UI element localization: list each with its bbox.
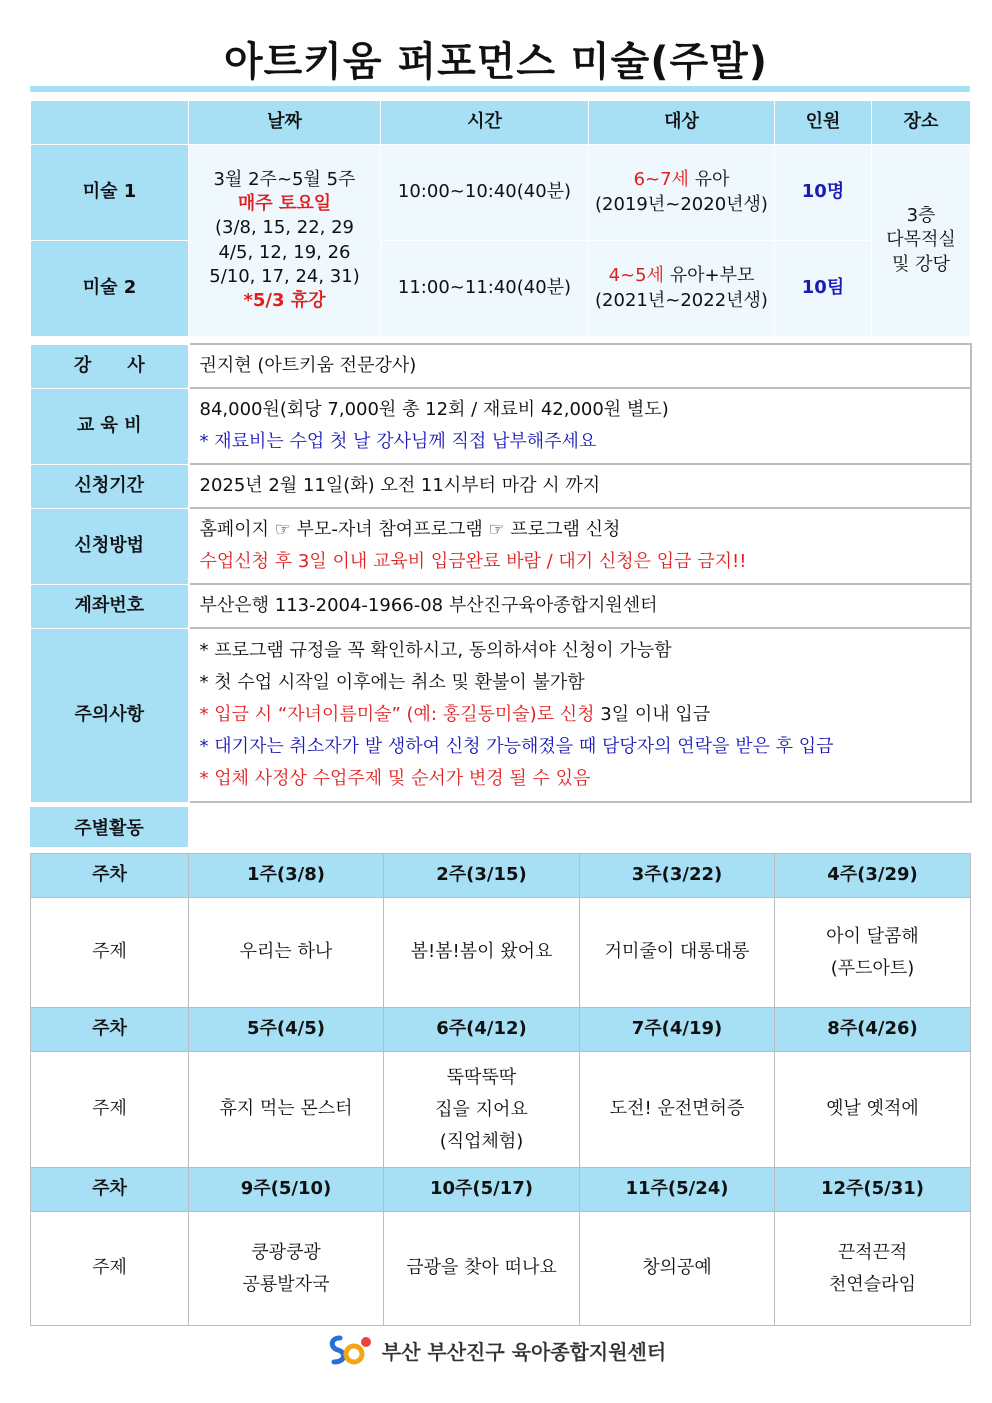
- week-label: 주차: [31, 1008, 189, 1052]
- fee-value: [189, 388, 971, 464]
- topic-line: 옛날 옛적에: [826, 1098, 919, 1120]
- footer-center-name: 부산 부산진구 육아종합지원센터: [381, 1339, 667, 1364]
- fee-note: * 재료비는 수업 첫 날 강사님께 직접 납부해주세요: [199, 431, 597, 452]
- week-cell: 1주(3/8): [189, 854, 384, 898]
- method-note: 수업신청 후 3일 이내 교육비 입금완료 바람 / 대기 신청은 입금 금지!!: [199, 551, 747, 572]
- fee-amount: 84,000원(회당 7,000원 총 12회 / 재료비 42,000원 별도): [199, 399, 669, 420]
- method-value: [189, 508, 971, 584]
- notice-label: 주의사항: [31, 628, 189, 802]
- topic-line: 휴지 먹는 몬스터: [219, 1098, 353, 1120]
- page-title: 아트키움 퍼포먼스 미술(주말): [223, 39, 769, 85]
- notice-item: [200, 699, 960, 731]
- instructor-label: 강 사: [31, 344, 189, 388]
- topic-line: 쿵광쿵광: [251, 1241, 321, 1263]
- schedule-header-target: 대상: [589, 101, 775, 145]
- topic-line: 봄!봄!봄이 왔어요: [410, 941, 553, 963]
- topic-cell: [189, 898, 384, 1008]
- period-value: 2025년 2월 11일(화) 오전 11시부터 마감 시 까지: [189, 464, 971, 508]
- week-cell: 5주(4/5): [189, 1008, 384, 1052]
- week-label: 주차: [31, 1168, 189, 1212]
- topic-cell: [189, 1212, 384, 1326]
- schedule-header-time: 시간: [381, 101, 589, 145]
- topic-cell: [189, 1052, 384, 1168]
- class-1-time: 10:00~10:40(40분): [381, 145, 589, 241]
- class-2-time: 11:00~11:40(40분): [381, 241, 589, 337]
- class-1-target: [589, 145, 775, 241]
- topic-label: 주제: [31, 1052, 189, 1168]
- place-hall: 및 강당: [892, 253, 950, 275]
- topic-line: 공룡발자국: [242, 1273, 330, 1295]
- week-cell: 2주(3/15): [384, 854, 580, 898]
- schedule-dates: [189, 145, 381, 337]
- week-cell: 10주(5/17): [384, 1168, 580, 1212]
- topic-line: (푸드아트): [830, 957, 915, 979]
- week-cell: 8주(4/26): [775, 1008, 971, 1052]
- class-1-capacity: 10명: [775, 145, 872, 241]
- topic-line: 집을 지어요: [435, 1098, 528, 1120]
- center-logo-icon: [326, 1332, 374, 1368]
- method-label: 신청방법: [31, 508, 189, 584]
- topic-cell: [384, 898, 580, 1008]
- footer: [0, 1332, 992, 1368]
- date-list-april: 4/5, 12, 19, 26: [218, 241, 351, 263]
- week-cell: 4주(3/29): [775, 854, 971, 898]
- schedule-header-capacity: 인원: [775, 101, 872, 145]
- week-cell: 3주(3/22): [580, 854, 775, 898]
- topic-line: 천연슬라임: [829, 1273, 916, 1295]
- weekly-table: [30, 853, 971, 1326]
- week-cell: 9주(5/10): [189, 1168, 384, 1212]
- method-steps: 홈페이지 ☞ 부모-자녀 참여프로그램 ☞ 프로그램 신청: [199, 519, 621, 540]
- topic-cell: [775, 898, 971, 1008]
- info-table: [30, 343, 972, 803]
- class-2-age: 4~5세: [608, 265, 664, 287]
- date-holiday: *5/3 휴강: [243, 290, 326, 312]
- notice-deposit-name: * 입금 시 “자녀이름미술” (예: 홍길동미술)로 신청: [199, 704, 595, 725]
- class-1-birth: (2019년~2020년생): [595, 193, 768, 215]
- class-2-birth: (2021년~2022년생): [595, 289, 768, 311]
- class-2-target: [589, 241, 775, 337]
- date-list-march: (3/8, 15, 22, 29: [214, 217, 355, 239]
- notice-item: * 첫 수업 시작일 이후에는 취소 및 환불이 불가함: [199, 672, 585, 693]
- class-2-age-type: 유아+부모: [664, 265, 755, 287]
- week-cell: 11주(5/24): [580, 1168, 775, 1212]
- topic-cell: [775, 1212, 971, 1326]
- topic-line: 거미줄이 대롱대롱: [604, 941, 750, 963]
- topic-line: 창의공예: [642, 1257, 712, 1279]
- date-range: 3월 2주~5월 5주: [213, 168, 356, 190]
- week-label: 주차: [31, 854, 189, 898]
- notice-list: [189, 628, 971, 802]
- weekly-activity-label: 주별활동: [30, 807, 188, 847]
- account-value: 부산은행 113-2004-1966-08 부산진구육아종합지원센터: [189, 584, 971, 628]
- week-cell: 6주(4/12): [384, 1008, 580, 1052]
- topic-line: 아이 달콤해: [826, 925, 919, 947]
- schedule-header-blank: [31, 101, 189, 145]
- fee-label: 교 육 비: [31, 388, 189, 464]
- place-floor: 3층: [906, 205, 936, 227]
- topic-line: 끈적끈적: [837, 1241, 908, 1263]
- schedule-place: [872, 145, 971, 337]
- notice-item: * 대기자는 취소자가 발 생하여 신청 가능해졌을 때 담당자의 연락을 받은 후 입금: [199, 736, 834, 757]
- schedule-header-date: 날짜: [189, 101, 381, 145]
- topic-line: 우리는 하나: [239, 941, 333, 963]
- instructor-value: 권지현 (아트키움 전문강사): [189, 344, 971, 388]
- topic-cell: [384, 1212, 580, 1326]
- topic-label: 주제: [31, 898, 189, 1008]
- topic-cell: [775, 1052, 971, 1168]
- topic-cell: [580, 898, 775, 1008]
- class-1-age: 6~7세: [633, 169, 689, 191]
- notice-item: * 업체 사정상 수업주제 및 순서가 변경 될 수 있음: [199, 768, 591, 789]
- class-1-age-type: 유아: [688, 169, 730, 191]
- week-cell: 7주(4/19): [580, 1008, 775, 1052]
- schedule-table: [30, 100, 971, 337]
- date-list-may: 5/10, 17, 24, 31): [209, 265, 360, 287]
- topic-line: 도전! 운전면허증: [609, 1098, 745, 1120]
- period-label: 신청기간: [31, 464, 189, 508]
- topic-line: 금광을 찾아 떠나요: [406, 1257, 557, 1279]
- place-room: 다목적실: [886, 229, 956, 251]
- account-label: 계좌번호: [31, 584, 189, 628]
- class-2-capacity: 10팀: [775, 241, 872, 337]
- topic-cell: [580, 1052, 775, 1168]
- notice-deposit-deadline: 3일 이내 입금: [594, 704, 711, 725]
- topic-line: 뚝딱뚝딱: [446, 1066, 517, 1088]
- class-2-label: 미술 2: [31, 241, 189, 337]
- schedule-header-place: 장소: [872, 101, 971, 145]
- title-underline: [30, 86, 970, 92]
- notice-item: * 프로그램 규정을 꼭 확인하시고, 동의하셔야 신청이 가능함: [199, 640, 672, 661]
- topic-cell: [580, 1212, 775, 1326]
- topic-line: (직업체험): [439, 1130, 524, 1152]
- week-cell: 12주(5/31): [775, 1168, 971, 1212]
- topic-cell: [384, 1052, 580, 1168]
- topic-label: 주제: [31, 1212, 189, 1326]
- date-every-saturday: 매주 토요일: [237, 192, 332, 214]
- class-1-label: 미술 1: [31, 145, 189, 241]
